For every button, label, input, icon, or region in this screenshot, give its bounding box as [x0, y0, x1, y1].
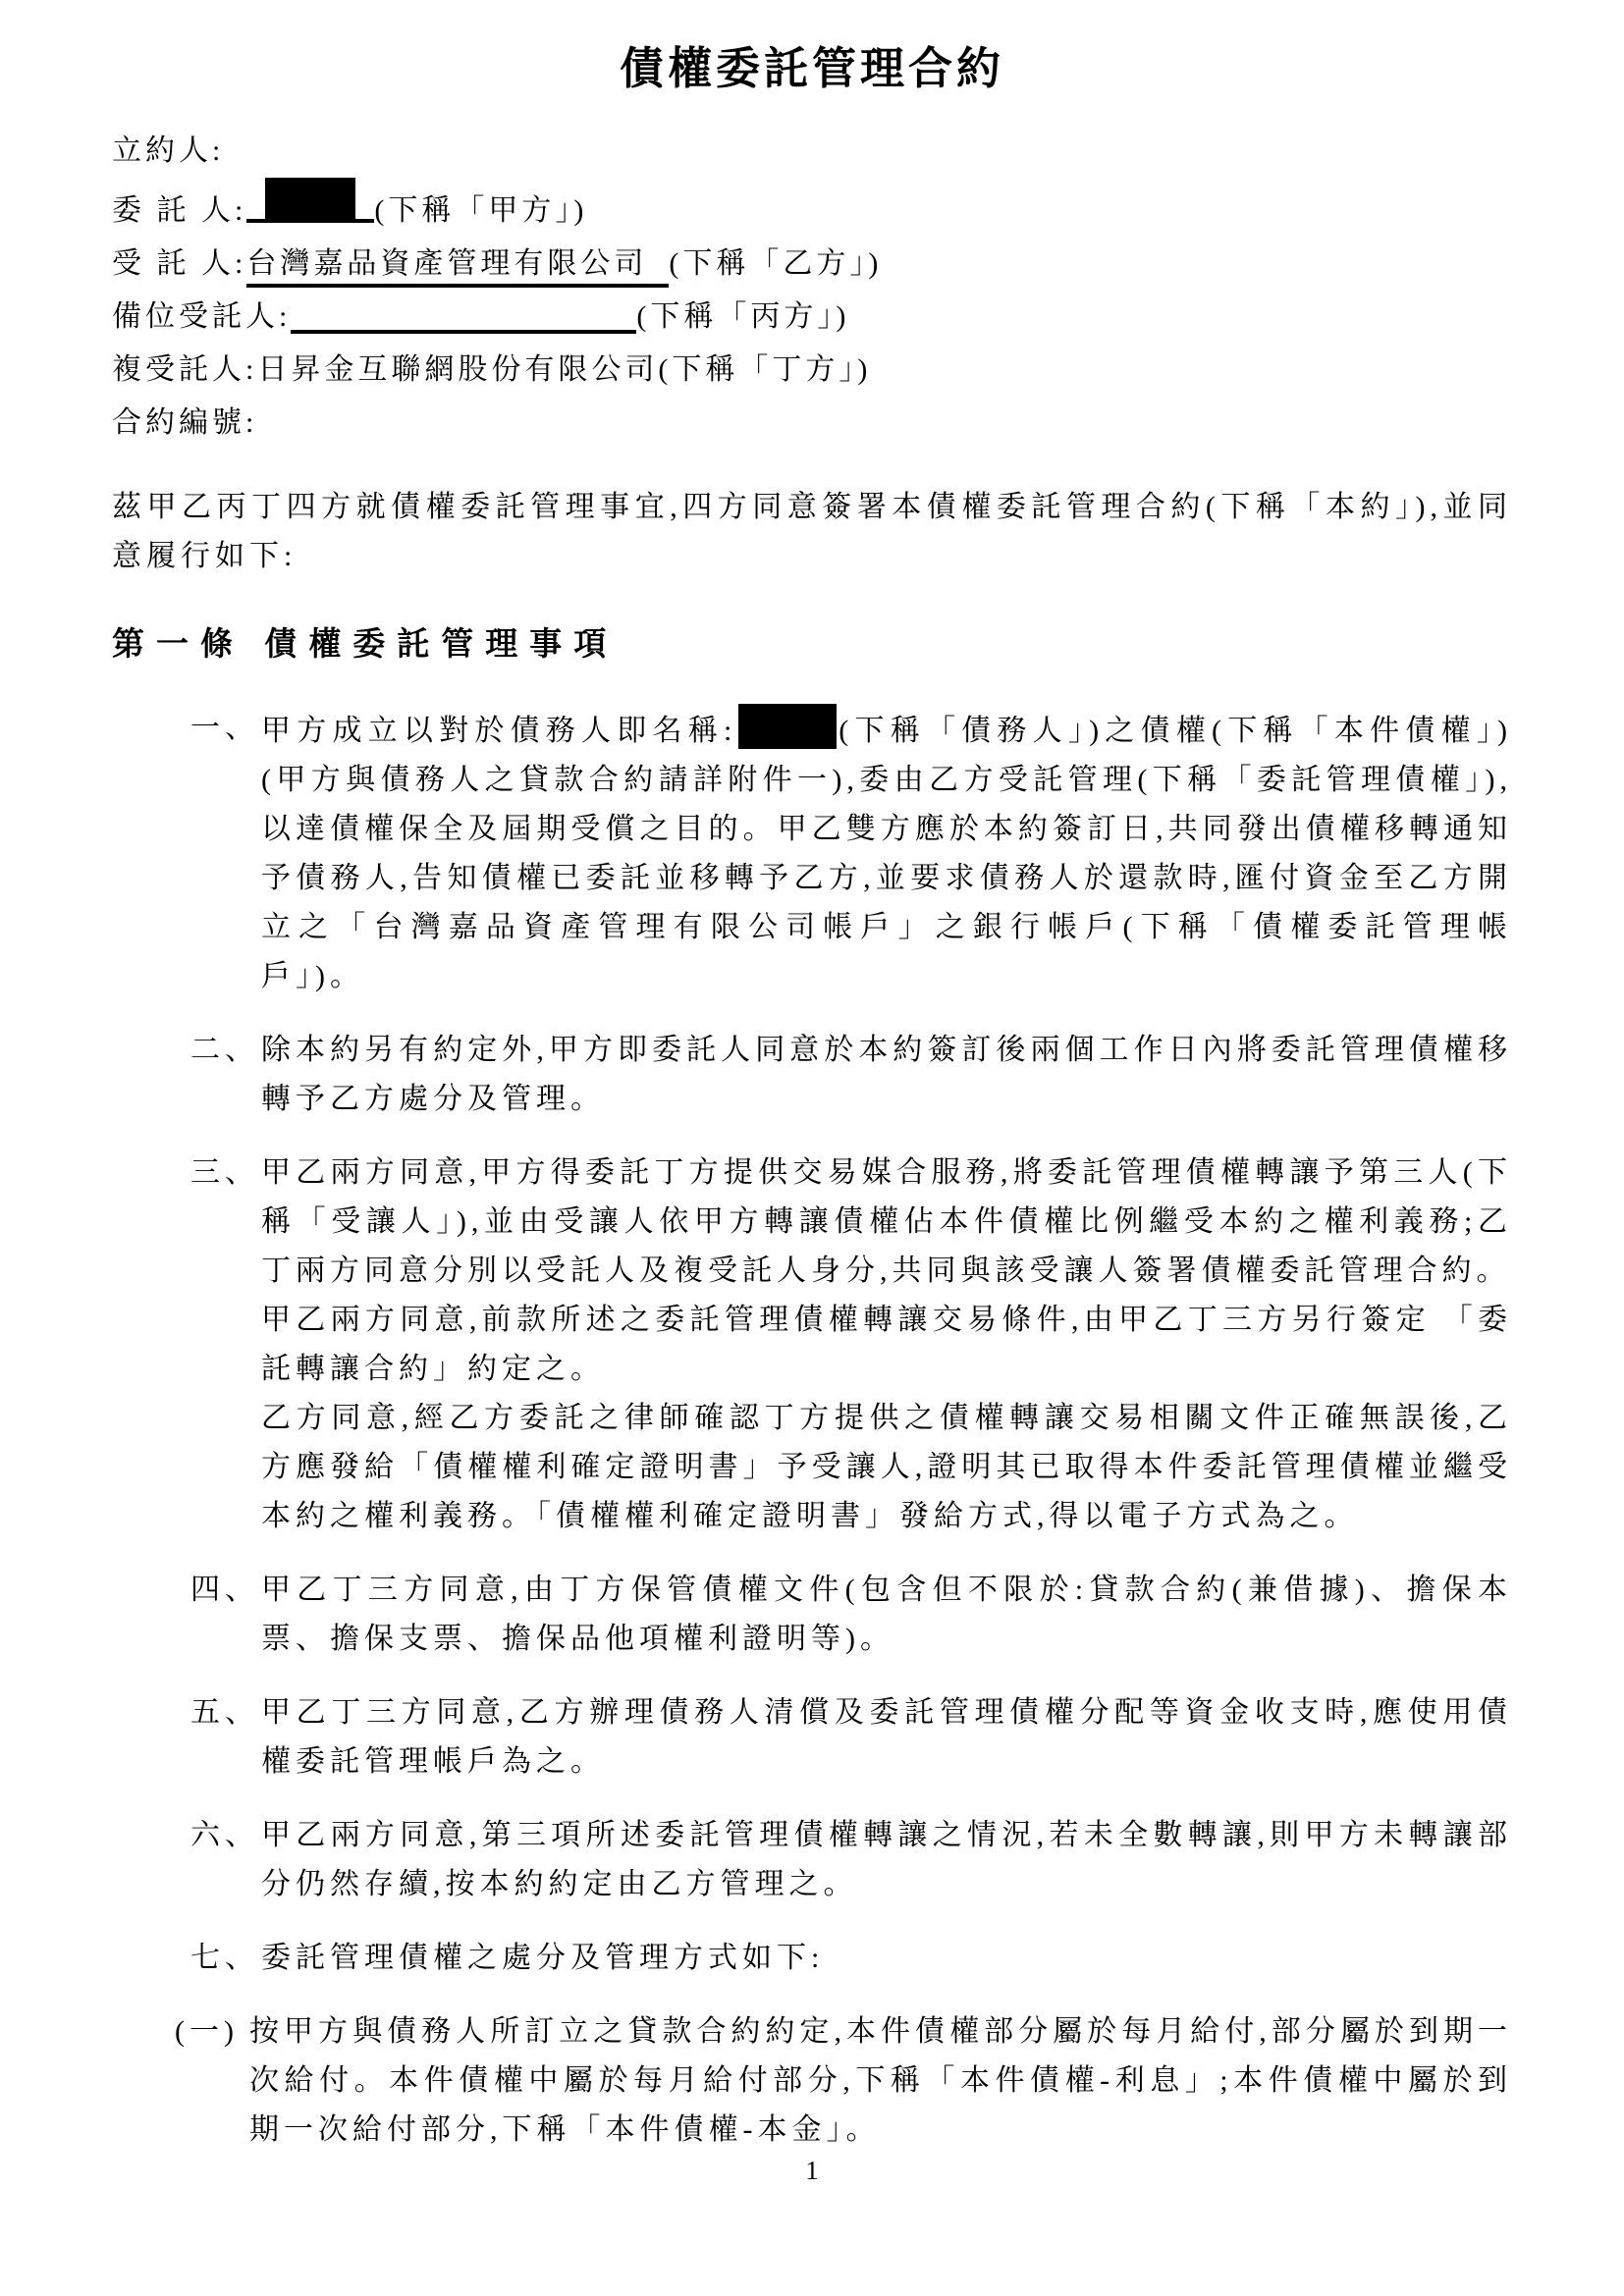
clause-3-number: 三、 — [190, 1155, 259, 1189]
consignor-suffix: (下稱「甲方」) — [374, 193, 588, 227]
trustee-suffix: (下稱「乙方」) — [669, 246, 883, 280]
clause-4-number: 四、 — [190, 1573, 259, 1606]
clause-item-5 — [190, 1688, 1512, 1787]
clause-item-7-sub-1 — [175, 2007, 1512, 2155]
clause-item-6 — [190, 1811, 1512, 1909]
clause-1-text: 甲方成立以對於債務人即名稱: (下稱「債務人」)之債權(下稱「本件債權」)(甲方與債務人之貸款合約請詳附件一),委由乙方受託管理(下稱「委託管理債權」),以達債權保全及屆期受償之目的。甲乙雙方應於本約簽訂日,共同發出債權移轉通知予債務人,告知債權已委託並移轉予乙方,並要求債務人於還款時,匯付資金至乙方開立之「台灣嘉品資產管理有限公司帳戶」之銀行帳戶(下稱「債權委託管理帳戶」)。 — [261, 704, 1512, 1001]
clause-5-text: 甲乙丁三方同意,乙方辦理債務人清償及委託管理債權分配等資金收支時,應使用債權委託管理帳戶為之。 — [261, 1695, 1512, 1778]
clause-6-text: 甲乙兩方同意,第三項所述委託管理債權轉讓之情況,若未全數轉讓,則甲方未轉讓部分仍然存續,按本約約定由乙方管理之。 — [261, 1818, 1512, 1900]
clause-1-number: 一、 — [190, 711, 259, 744]
sub-trustee-label: 複受託人: — [112, 352, 258, 386]
sub-trustee-suffix: (下稱「丁方」) — [658, 352, 872, 386]
clause-2-number: 二、 — [190, 1033, 259, 1066]
clause-2-text: 除本約另有約定外,甲方即委託人同意於本約簽訂後兩個工作日內將委託管理債權移轉予乙方處分及管理。 — [261, 1033, 1512, 1115]
clause-item-1 — [190, 704, 1512, 1001]
clause-7-number: 七、 — [190, 1941, 259, 1974]
trustee-name: 台灣嘉品資產管理有限公司 — [246, 244, 669, 288]
party-row-consignor — [112, 178, 1512, 238]
backup-trustee-suffix: (下稱「丙方」) — [636, 299, 850, 333]
clause-7-sub-1-number: (一) — [175, 2014, 239, 2048]
party-intro-label: 立約人: — [112, 133, 225, 167]
contract-number-label: 合約編號: — [112, 405, 258, 439]
clause-3-paragraph-3: 乙方同意,經乙方委託之律師確認丁方提供之債權轉讓交易相關文件正確無誤後,乙方應發給「債權權利確定證明書」予受讓人,證明其已取得本件委託管理債權並繼受本約之權利義務。「債權權利確定證明書」發給方式,得以電子方式為之。 — [261, 1401, 1512, 1532]
clause-7-text: 委託管理債權之處分及管理方式如下: — [261, 1941, 825, 1974]
party-intro-line — [112, 125, 1512, 178]
clause-3-paragraph-2: 甲乙兩方同意,前款所述之委託管理債權轉讓交易條件,由甲乙丁三方另行簽定 「委託轉讓合約」約定之。 — [261, 1303, 1512, 1385]
blank-fill-line — [291, 291, 636, 334]
consignor-fill-line — [246, 178, 374, 223]
clause-item-2 — [190, 1026, 1512, 1124]
clause-6-number: 六、 — [190, 1818, 259, 1851]
clause-item-3 — [190, 1148, 1512, 1541]
clause-3-paragraph-1: 甲乙兩方同意,甲方得委託丁方提供交易媒合服務,將委託管理債權轉讓予第三人(下稱「受讓人」),並由受讓人依甲方轉讓債權佔本件債權比例繼受本約之權利義務;乙丁兩方同意分別以受託人及複受託人身分,共同與該受讓人簽署債權委託管理合約。 — [261, 1155, 1512, 1287]
sub-trustee-name: 日昇金互聯網股份有限公司 — [257, 352, 659, 386]
article-1-items — [112, 704, 1512, 2155]
party-row-sub-trustee — [112, 344, 1512, 397]
page-number: 1 — [805, 2156, 819, 2185]
party-row-backup-trustee — [112, 291, 1512, 344]
redaction-box — [265, 178, 355, 219]
redaction-box — [738, 704, 837, 749]
clause-item-7 — [190, 1934, 1512, 1983]
clause-7-sub-1-text: 按甲方與債務人所訂立之貸款合約約定,本件債權部分屬於每月給付,部分屬於到期一次給付。本件債權中屬於每月給付部分,下稱「本件債權-利息」;本件債權中屬於到期一次給付部分,下稱「本件債權-本金」。 — [249, 2014, 1512, 2146]
article-1-heading: 第一條 債權委託管理事項 — [112, 626, 619, 663]
party-row-trustee — [112, 238, 1512, 291]
document-title: 債權委託管理合約 — [619, 44, 1004, 93]
backup-trustee-label: 備位受託人: — [112, 299, 292, 333]
party-block — [112, 125, 1512, 450]
clause-item-4 — [190, 1566, 1512, 1664]
clause-4-text: 甲乙丁三方同意,由丁方保管債權文件(包含但不限於:貸款合約(兼借據)、擔保本票、擔保支票、擔保品他項權利證明等)。 — [261, 1573, 1512, 1655]
contract-number-line — [112, 397, 1512, 450]
preamble-paragraph: 茲甲乙丙丁四方就債權委託管理事宜,四方同意簽署本債權委託管理合約(下稱「本約」),並同意履行如下: — [112, 490, 1512, 572]
trustee-label: 受 託 人: — [112, 246, 247, 280]
clause-3-text — [261, 1148, 1512, 1541]
clause-5-number: 五、 — [190, 1695, 259, 1729]
consignor-label: 委 託 人: — [112, 193, 247, 227]
